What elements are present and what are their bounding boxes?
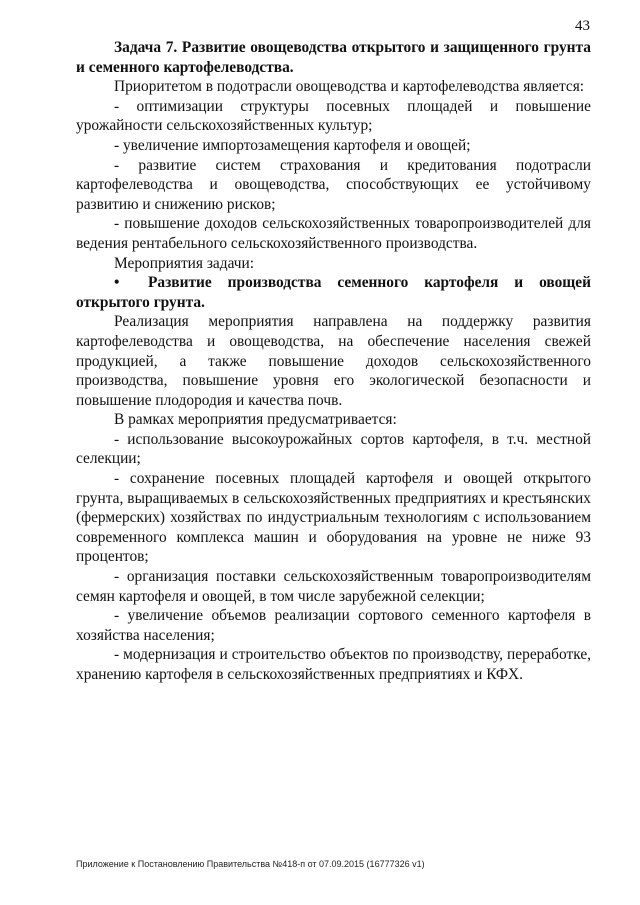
page-number: 43: [575, 18, 590, 34]
priority-item: - повышение доходов сельскохозяйственных товаропроизводителей для ведения рентабельного сельскохозяйственного производства.: [76, 215, 591, 252]
document-body: [76, 38, 591, 685]
priority-item: - увеличение импортозамещения картофеля и овощей;: [114, 136, 471, 154]
provision-item: - увеличение объемов реализации сортового семенного картофеля в хозяйства населения;: [76, 607, 591, 644]
measure-description: Реализация мероприятия направлена на поддержку развития картофелеводства и овощеводства, на обеспечение населения свежей продукцией, а также повышение доходов сельскохозяйственного производства, повышение уровня его экологической безопасности и повышение плодородия и качества почв.: [76, 313, 591, 409]
provision-item: - организация поставки сельскохозяйственным товаропроизводителям семян картофеля и овощей, в том числе зарубежной селекции;: [76, 568, 591, 605]
priority-item: - развитие систем страхования и кредитования подотрасли картофелеводства и овощеводства, способствующих ее устойчивому развитию и снижению рисков;: [76, 156, 591, 213]
provision-item: - использование высокоурожайных сортов картофеля, в т.ч. местной селекции;: [76, 430, 591, 468]
section-heading: Задача 7. Развитие овощеводства открытого и защищенного грунта и семенного картофелеводства.: [76, 39, 591, 76]
provision-item: - сохранение посевных площадей картофеля и овощей открытого грунта, выращиваемых в сельскохозяйственных предприятиях и крестьянских (фермерских) хозяйствах по индустриальным технологиям с использованием современного комплекса машин и оборудования на уровне не ниже 93 процентов;: [76, 470, 591, 566]
measure-title: [76, 273, 591, 312]
intro-paragraph: Приоритетом в подотрасли овощеводства и картофелеводства является:: [114, 78, 585, 96]
provisions-label: В рамках мероприятия предусматривается:: [114, 411, 397, 429]
page-footer: Приложение к Постановлению Правительства №418-п от 07.09.2015 (16777326 v1): [76, 859, 425, 869]
bullet-icon: •: [114, 274, 120, 292]
priority-item: - оптимизации структуры посевных площадей и повышение урожайности сельскохозяйственных культур;: [76, 97, 591, 135]
provision-item: - модернизация и строительство объектов по производству, переработке, хранению картофеля в сельскохозяйственных предприятиях и КФХ.: [76, 646, 591, 683]
measure-title-text: Развитие производства семенного картофеля и овощей открытого грунта.: [76, 274, 591, 311]
measures-label: Мероприятия задачи:: [114, 254, 255, 272]
